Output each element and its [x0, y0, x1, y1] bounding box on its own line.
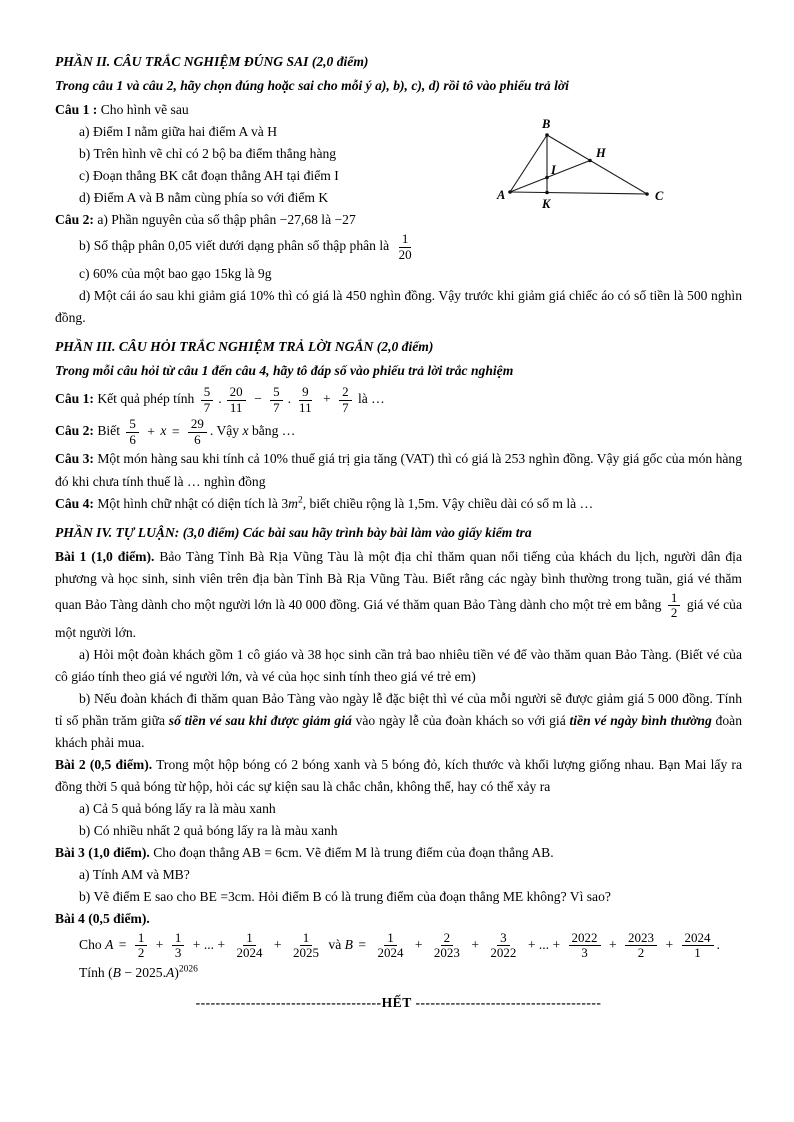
fraction: $\frac{1}{2024}$ — [236, 929, 263, 961]
part4-b1-b-bold-2: tiền vé ngày bình thường — [569, 712, 712, 728]
variable-A: A — [105, 937, 114, 953]
point-C — [645, 192, 649, 196]
variable-m: m — [288, 495, 298, 511]
fraction: $\frac{29}{6}$ — [188, 417, 207, 447]
operator-minus: − — [254, 391, 262, 407]
exponent: 2 — [297, 494, 303, 505]
fraction: $\frac{9}{11}$ — [299, 384, 312, 415]
variable-B: B — [344, 937, 353, 953]
part3-q2-label: Câu 2: — [55, 423, 94, 439]
part3-q3 — [55, 448, 742, 492]
part4-b1-b-text-3: đoàn khách phải mua. — [55, 712, 742, 750]
part3-q1-text: Kết quả phép tính — [97, 391, 195, 407]
part4-b4-label-line — [55, 908, 742, 930]
part4-b2-item-a: a) Cả 5 quả bóng lấy ra là màu xanh — [79, 800, 276, 816]
expr-open-paren: ( — [108, 964, 113, 980]
part4-b4-tinh — [79, 962, 742, 984]
point-K — [545, 191, 549, 195]
end-dashes-right: ------------------------------------- — [415, 995, 602, 1010]
part4-b1-label: Bài 1 (1,0 điểm). — [55, 548, 155, 564]
part3-q2 — [55, 416, 742, 448]
exponent: 2026 — [178, 964, 198, 975]
part3-q4-text: Một hình chữ nhật có diện tích là 3 — [97, 495, 289, 511]
part2-instruction: Trong câu 1 và câu 2, hãy chọn đúng hoặc sai cho mỗi ý a), b), c), d) rồi tô vào phiếu trả lời — [55, 78, 569, 94]
part2-q2-item-a: a) Phần nguyên của số thập phân −27,68 là −27 — [97, 212, 356, 228]
part3-q1-answer-text: là … — [357, 391, 385, 407]
part4-b1-b-text-1: b) Nếu đoàn khách đi thăm quan Bảo Tàng vào ngày lễ đặc biệt thì vé của mỗi người sẽ được giảm giá 5 000 đồng. Tính tỉ số phần trăm giữa — [55, 690, 742, 728]
part2-q1-item-a: a) Điểm I nằm giữa hai điểm A và H — [79, 124, 278, 140]
operator-plus: + — [608, 937, 617, 953]
point-label-C: C — [655, 189, 664, 204]
part3-q3-text: Một món hàng sau khi tính cả 10% thuế giá trị gia tăng (VAT) thì có giá là 253 nghìn đồng. Vậy giá gốc của món hàng đó khi chưa tính thuế là … nghìn đồng — [55, 451, 743, 489]
part3-q1 — [55, 384, 742, 416]
part4-b2-item-b: b) Có nhiều nhất 2 quả bóng lấy ra là màu xanh — [79, 822, 338, 838]
point-label-A: A — [497, 188, 506, 203]
part4-b2-text: Trong một hộp bóng có 2 bóng xanh và 5 bóng đỏ, kích thước và khối lượng giống nhau. Bạn Mai lấy ra đồng thời 5 quả bóng từ hộp, hỏi các sự kiện sau là chắc chắn, không thể, hay có thể xảy ra — [55, 756, 742, 794]
operator-dot: . — [218, 391, 222, 407]
part4-b1-text: Bảo Tàng Tỉnh Bà Rịa Vũng Tàu là một địa chỉ thăm quan nổi tiếng của khách du lịch, người dân địa phương và học sinh, sinh viên trên địa bàn Tỉnh Bà Rịa Vũng Tàu. Biết rằng các ngày bình thường trong tuần, giá vé thăm quan Bảo Tàng dành cho một người lớn là 40 000 đồng. Giá vé thăm quan Bảo Tàng dành cho một trẻ em bằng — [55, 548, 742, 612]
triangle-geometry-figure — [492, 117, 672, 215]
point-label-H: H — [596, 146, 606, 161]
part4-b1-item-b — [55, 688, 742, 754]
part4-b4-series — [79, 930, 742, 962]
operator-plus: + — [322, 391, 331, 407]
part4-b1-text-2: giá vé của một người lớn. — [55, 596, 742, 640]
operator-equals: = — [171, 423, 180, 439]
operator-equals: = — [118, 937, 127, 953]
expr-middle: − 2025. — [120, 964, 166, 980]
part3-title: PHẦN III. CÂU HỎI TRẮC NGHIỆM TRẢ LỜI NGẮN (2,0 điểm) — [55, 339, 434, 355]
fraction: $\frac{5}{7}$ — [201, 385, 214, 415]
fraction: $\frac{1}{20}$ — [398, 231, 412, 262]
part2-q1-item-c: c) Đoạn thẳng BK cắt đoạn thẳng AH tại điểm I — [79, 168, 339, 184]
fraction: $\frac{1}{2024}$ — [377, 929, 404, 961]
part2-q1-item-d: d) Điểm A và B nằm cùng phía so với điểm K — [79, 190, 329, 206]
part4-b1-item-a: a) Hỏi một đoàn khách gồm 1 cô giáo và 38 học sinh cần trả bao nhiêu tiền vé để vào thăm quan Bảo Tàng. (Biết vé của cô giáo tính theo giá vé người lớn, và vé của học sinh tính theo giá vé trẻ em) — [55, 646, 742, 684]
part2-q1-label: Câu 1 : — [55, 102, 98, 118]
variable-x: x — [160, 423, 167, 439]
part4-b4-cho: Cho — [79, 937, 102, 953]
operator-ellipsis: + ... + — [192, 937, 226, 953]
operator-plus: + — [273, 937, 282, 953]
part2-q1-intro-text: Cho hình vẽ sau — [100, 102, 189, 118]
fraction: $\frac{1}{2025}$ — [292, 929, 319, 961]
segment-AC — [510, 192, 647, 194]
point-A — [508, 190, 512, 194]
segment-BC — [547, 135, 647, 194]
fraction: $\frac{3}{2022}$ — [490, 929, 517, 961]
part4-b1-b-bold-1: số tiền vé sau khi được giảm giá — [168, 712, 352, 728]
fraction: $\frac{1}{3}$ — [172, 931, 185, 961]
fraction: $\frac{2}{2023}$ — [433, 929, 460, 961]
point-label-I: I — [551, 163, 556, 178]
fraction: $\frac{5}{6}$ — [126, 417, 139, 447]
fraction: $\frac{5}{7}$ — [270, 385, 283, 415]
variable-B: B — [112, 964, 121, 980]
part3-q2-text-2: . Vậy — [209, 423, 240, 439]
part3-q1-label: Câu 1: — [55, 391, 94, 407]
fraction: $\frac{1}{2}$ — [135, 931, 148, 961]
point-label-K: K — [542, 197, 551, 212]
period: . — [716, 937, 720, 953]
fraction: $\frac{2022}{3}$ — [569, 931, 601, 961]
variable-A: A — [166, 964, 175, 980]
part4-b4-tinh-label: Tính — [79, 964, 105, 980]
part2-q2-item-b-text: b) Số thập phân 0,05 viết dưới dạng phân số thập phân là — [79, 238, 390, 254]
part4-b2-intro — [55, 754, 742, 798]
part2-q2-label: Câu 2: — [55, 212, 94, 228]
operator-dot: . — [287, 391, 292, 407]
part2-q1-item-b: b) Trên hình vẽ chỉ có 2 bộ ba điểm thẳng hàng — [79, 146, 337, 162]
operator-equals: = — [358, 937, 367, 953]
part4-b2-label: Bài 2 (0,5 điểm). — [55, 756, 153, 772]
part2-title: PHẦN II. CÂU TRẮC NGHIỆM ĐÚNG SAI (2,0 điểm) — [55, 54, 369, 69]
end-marker — [55, 992, 742, 1014]
operator-plus: + — [665, 937, 674, 953]
operator-ellipsis: + ... + — [527, 937, 561, 953]
point-B — [545, 133, 549, 137]
fraction: $\frac{2023}{2}$ — [625, 931, 657, 961]
point-label-B: B — [542, 117, 551, 132]
part3-q4 — [55, 493, 742, 515]
operator-plus: + — [471, 937, 479, 953]
point-I — [545, 176, 549, 180]
part4-b1-b-text-2: vào ngày lễ của đoàn khách so với giá — [351, 712, 570, 728]
operator-plus: + — [147, 423, 155, 439]
part4-b3-label: Bài 3 (1,0 điểm). — [55, 844, 150, 860]
part3-q2-text: Biết — [97, 423, 120, 439]
segment-AB — [510, 135, 547, 192]
fraction: $\frac{20}{11}$ — [227, 385, 246, 415]
point-H — [588, 159, 592, 163]
operator-plus: + — [414, 937, 423, 953]
part4-b3-item-b: b) Vẽ điểm E sao cho BE =3cm. Hỏi điểm B có là trung điểm của đoạn thẳng ME không? Vì sao? — [79, 888, 611, 904]
variable-x: x — [242, 423, 249, 439]
part4-b3-text: Cho đoạn thẳng AB = 6cm. Vẽ điểm M là trung điểm của đoạn thẳng AB. — [153, 844, 554, 860]
part3-q2-text-3: bằng … — [251, 423, 296, 439]
part4-title: PHẦN IV. TỰ LUẬN: (3,0 điểm) Các bài sau hãy trình bày bài làm vào giấy kiểm tra — [55, 524, 532, 540]
part2-question1 — [55, 99, 742, 212]
segment-AH — [510, 161, 590, 193]
part4-b3-intro — [55, 842, 742, 864]
end-label: HẾT — [381, 995, 412, 1010]
part4-b3-item-a: a) Tính AM và MB? — [79, 866, 190, 882]
part3-q3-label: Câu 3: — [55, 451, 94, 467]
part4-b4-va: và — [328, 937, 342, 953]
part3-q4-text-2: , biết chiều rộng là 1,5m. Vậy chiều dài có số m là … — [302, 495, 594, 511]
part2-q2-item-c: c) 60% của một bao gạo 15kg là 9g — [79, 266, 272, 282]
fraction: $\frac{2024}{1}$ — [682, 931, 714, 961]
part4-b4-label: Bài 4 (0,5 điểm). — [55, 910, 150, 926]
fraction: $\frac{2}{7}$ — [339, 385, 352, 415]
part3-q4-label: Câu 4: — [55, 495, 94, 511]
expr-close-paren: ) — [174, 964, 179, 980]
part2-q2-item-b — [79, 231, 742, 263]
fraction: $\frac{1}{2}$ — [668, 591, 681, 621]
operator-plus: + — [155, 937, 164, 953]
part3-instruction: Trong mỗi câu hỏi từ câu 1 đến câu 4, hãy tô đáp số vào phiếu trả lời trắc nghiệm — [55, 363, 514, 379]
part2-q2-item-d: d) Một cái áo sau khi giảm giá 10% thì có giá là 450 nghìn đồng. Vậy trước khi giảm giá chiếc áo có số tiền là 500 nghìn đồng. — [55, 288, 742, 326]
end-dashes-left: ------------------------------------- — [195, 995, 382, 1010]
part4-b1-intro — [55, 546, 742, 644]
